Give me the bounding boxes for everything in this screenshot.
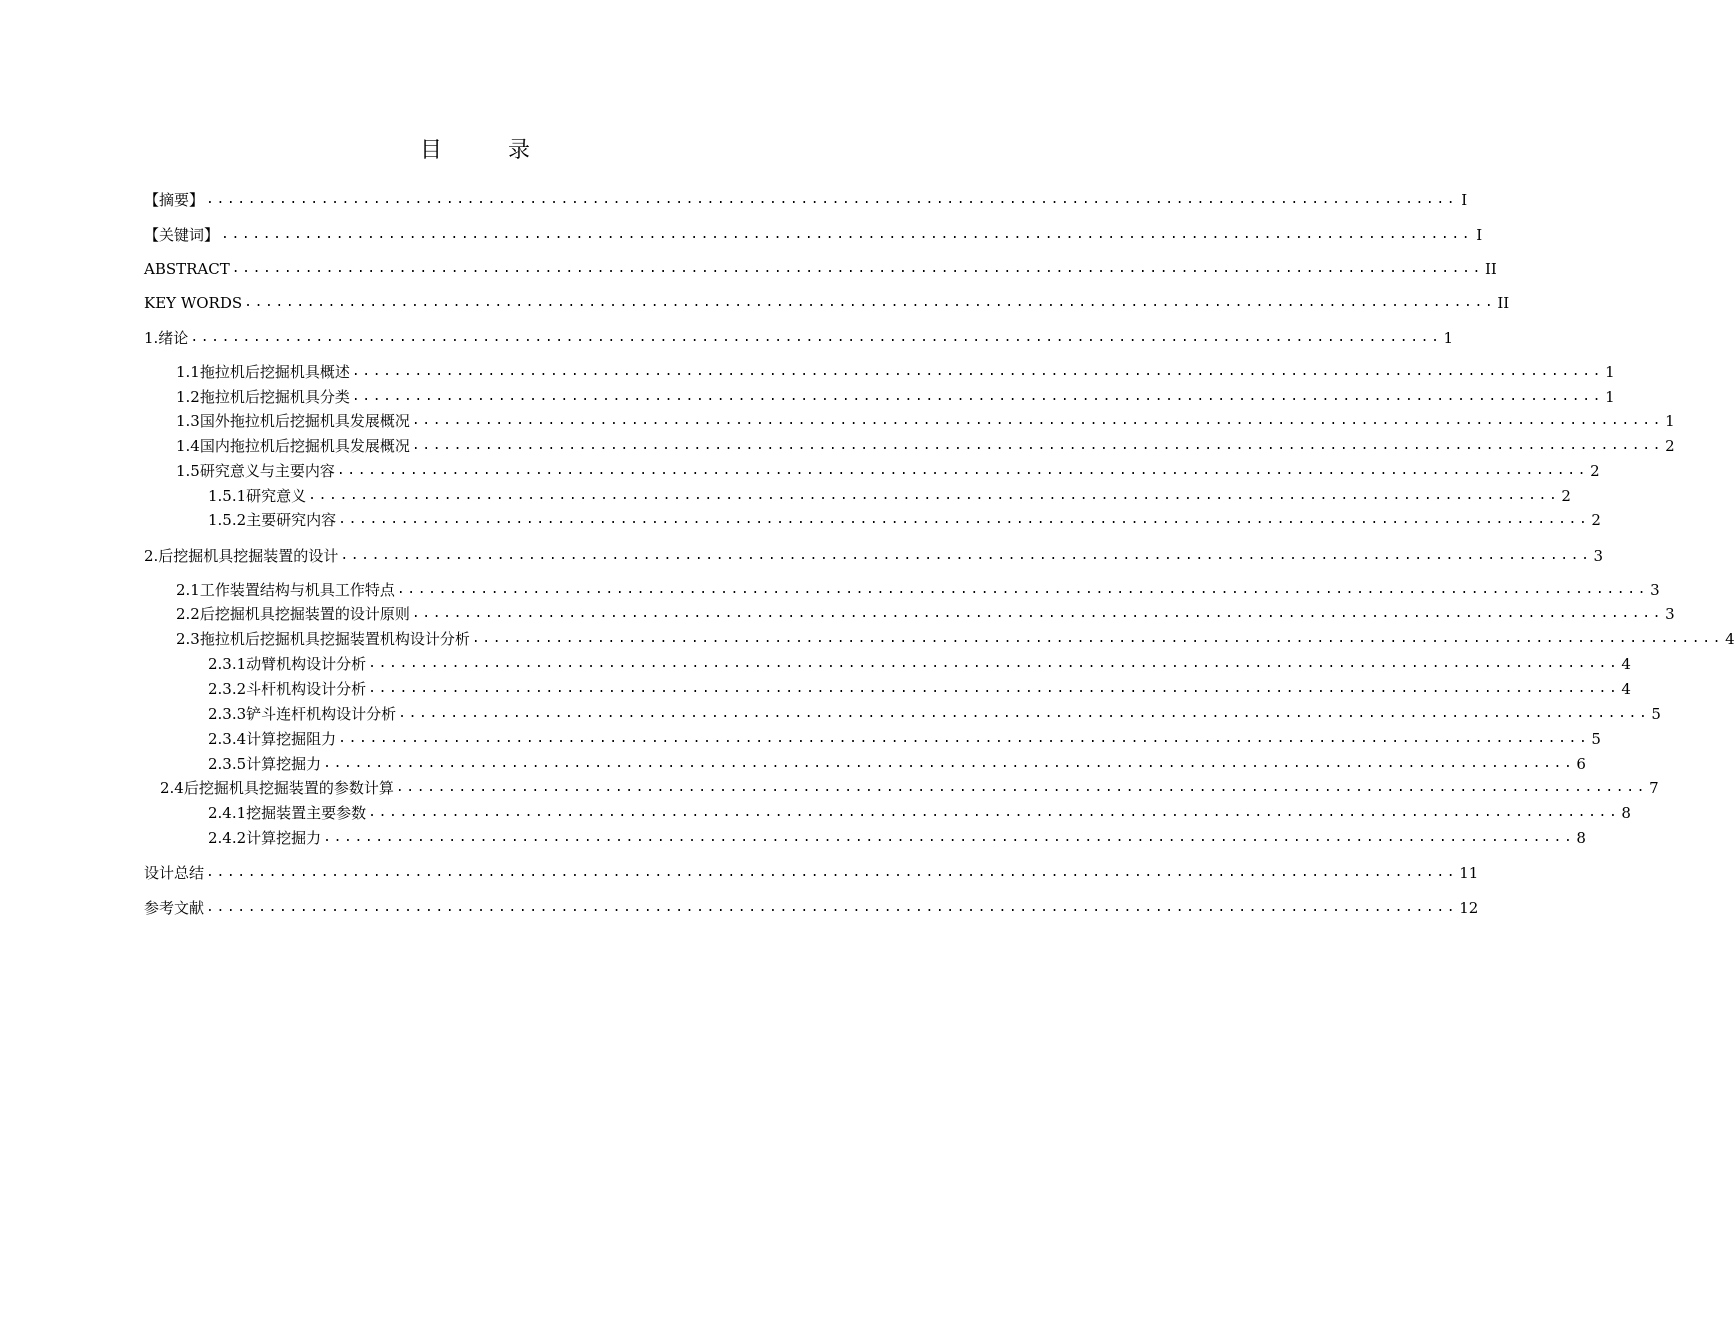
toc-entry-section-2-2[interactable] [176,603,1675,625]
toc-entry-page: 1 [1665,412,1675,430]
toc-entry-label: 参考文献 [144,899,205,917]
toc-entry-page: 2 [1665,437,1675,455]
toc-entry-section-1-5-2[interactable] [208,509,1601,531]
leader-dots: ........................................................................................................................ [368,805,1620,820]
toc-entry-references[interactable] [144,897,1479,919]
leader-dots: ........................................................................................................................ [221,227,1473,242]
toc-entry-label: 2.3拖拉机后挖掘机具挖掘装置机构设计分析 [176,630,470,648]
toc-entry-page: 2 [1590,462,1600,480]
toc-entry-section-1-5-1[interactable] [208,485,1571,507]
toc-entry-label: 【关键词】 [144,226,220,244]
toc-entry-page: 1 [1605,388,1615,406]
leader-dots: ........................................................................................................................ [244,295,1496,310]
leader-dots: ........................................................................................................................ [351,364,1604,379]
leader-dots: ........................................................................................................................ [411,438,1664,453]
toc-entry-page: 4 [1725,630,1735,648]
toc-entry-page: 5 [1591,730,1601,748]
leader-dots: ........................................................................................................................ [471,631,1724,646]
toc-entry-page: 1 [1443,329,1454,347]
leader-dots: ........................................................................................................................ [351,389,1604,404]
leader-dots: ........................................................................................................................ [396,582,1649,597]
toc-entry-page: 8 [1621,804,1631,822]
toc-entry-page: 11 [1459,864,1479,882]
leader-dots: ........................................................................................................................ [336,463,1589,478]
toc-entry-page: 3 [1650,581,1660,599]
toc-entry-label: 2.1工作装置结构与机具工作特点 [176,581,395,599]
toc-entry-section-2-3[interactable] [176,628,1735,650]
toc-entry-page: 4 [1621,680,1631,698]
toc-entry-abstract-en[interactable] [144,258,1497,280]
toc-entry-section-2-4-1[interactable] [208,802,1631,824]
toc-entry-design-summary[interactable] [144,862,1479,884]
toc-title: 目 录 [419,138,552,163]
toc-entry-section-1-2[interactable] [176,386,1615,408]
toc-entry-page: 3 [1593,547,1604,565]
toc-entry-label: 2.3.4计算挖掘阻力 [208,730,337,748]
toc-entry-section-1-4[interactable] [176,435,1675,457]
toc-entry-label: 1.5.1研究意义 [208,487,307,505]
toc-entry-section-2-3-4[interactable] [208,728,1601,750]
toc-entry-section-1-5[interactable] [176,460,1600,482]
toc-entry-label: 设计总结 [144,864,205,882]
leader-dots: ........................................................................................................................ [411,413,1664,428]
toc-entry-page: 5 [1651,705,1661,723]
toc-entry-label: 1.3国外拖拉机后挖掘机具发展概况 [176,412,410,430]
toc-entry-page: 6 [1576,755,1586,773]
leader-dots: ........................................................................................................................ [395,780,1648,795]
toc-entry-keywords-cn[interactable] [144,224,1483,246]
toc-entry-keywords-en[interactable] [144,292,1510,314]
toc-entry-chapter-2[interactable] [144,545,1604,567]
toc-entry-label: 1.5.2主要研究内容 [208,511,337,529]
leader-dots: ........................................................................................................................ [368,681,1620,696]
leader-dots: ........................................................................................................................ [338,731,1590,746]
toc-entry-page: 2 [1591,511,1601,529]
toc-entry-label: 2.2后挖掘机具挖掘装置的设计原则 [176,605,410,623]
leader-dots: ........................................................................................................................ [323,756,1575,771]
toc-entry-label: 2.3.1动臂机构设计分析 [208,655,367,673]
toc-entry-section-2-1[interactable] [176,579,1660,601]
leader-dots: ........................................................................................................................ [190,330,1442,345]
leader-dots: ........................................................................................................................ [398,706,1650,721]
toc-entry-label: 2.3.5计算挖掘力 [208,755,322,773]
toc-entry-label: 1.4国内拖拉机后挖掘机具发展概况 [176,437,410,455]
toc-entry-label: KEY WORDS [144,294,243,312]
toc-entry-label: 2.3.2斗杆机构设计分析 [208,680,367,698]
toc-entry-section-2-3-2[interactable] [208,678,1631,700]
toc-entry-page: I [1461,191,1468,209]
leader-dots: ........................................................................................................................ [368,656,1620,671]
toc-entry-page: 8 [1576,829,1586,847]
leader-dots: ........................................................................................................................ [206,900,1458,915]
toc-entry-section-1-3[interactable] [176,410,1675,432]
toc-entry-section-2-3-5[interactable] [208,753,1586,775]
toc-entry-label: 2.4后挖掘机具挖掘装置的参数计算 [160,779,394,797]
toc-entry-page: II [1497,294,1510,312]
toc-entry-chapter-1[interactable] [144,327,1454,349]
toc-entry-label: 1.1拖拉机后挖掘机具概述 [176,363,350,381]
leader-dots: ........................................................................................................................ [308,488,1560,503]
toc-entry-label: 1.5研究意义与主要内容 [176,462,335,480]
toc-entry-label: 【摘要】 [144,191,205,209]
toc-entry-page: 2 [1561,487,1571,505]
toc-entry-label: 2.3.3铲斗连杆机构设计分析 [208,705,397,723]
toc-entry-page: 12 [1459,899,1479,917]
toc-entry-label: 2.后挖掘机具挖掘装置的设计 [144,547,339,565]
leader-dots: ........................................................................................................................ [206,192,1458,207]
leader-dots: ........................................................................................................................ [340,548,1592,563]
toc-entry-abstract-cn[interactable] [144,189,1468,211]
toc-entry-section-2-4[interactable] [160,777,1659,799]
leader-dots: ........................................................................................................................ [231,261,1483,276]
toc-entry-page: 7 [1649,779,1659,797]
toc-entry-label: 2.4.1挖掘装置主要参数 [208,804,367,822]
toc-entry-page: 3 [1665,605,1675,623]
toc-entry-page: 1 [1605,363,1615,381]
toc-entry-page: II [1484,260,1497,278]
toc-entry-section-2-3-1[interactable] [208,653,1631,675]
toc-entry-page: 4 [1621,655,1631,673]
leader-dots: ........................................................................................................................ [338,512,1590,527]
leader-dots: ........................................................................................................................ [206,865,1458,880]
leader-dots: ........................................................................................................................ [411,606,1664,621]
leader-dots: ........................................................................................................................ [323,830,1575,845]
toc-entry-label: 1.绪论 [144,329,189,347]
toc-entry-label: 1.2拖拉机后挖掘机具分类 [176,388,350,406]
toc-entry-label: ABSTRACT [144,260,230,278]
toc-entry-section-1-1[interactable] [176,361,1615,383]
toc-entry-section-2-4-2[interactable] [208,827,1586,849]
toc-entry-page: I [1476,226,1483,244]
toc-entry-section-2-3-3[interactable] [208,703,1661,725]
toc-entry-label: 2.4.2计算挖掘力 [208,829,322,847]
